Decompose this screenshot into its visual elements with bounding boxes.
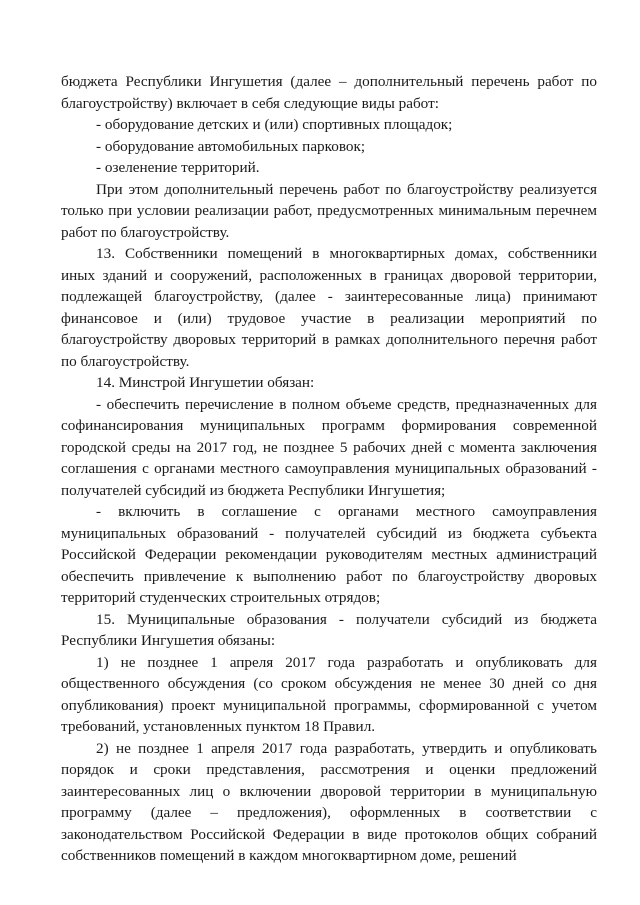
- list-item-playgrounds: - оборудование детских и (или) спортивных площадок;: [96, 116, 453, 133]
- paragraph-item-15: 15. Муниципальные образования - получатели субсидий из бюджета Республики Ингушетия обязаны:: [61, 610, 597, 649]
- paragraph-item-13: 13. Собственники помещений в многоквартирных домах, собственники иных зданий и сооружений, расположенных в границах дворовой территории, подлежащей благоустройству, (далее - заинтересованные лица) принимают финансовое и (или) трудовое участие в реализации мероприятий по благоустройству дворовых территорий в рамках дополнительного перечня работ по благоустройству.: [61, 245, 597, 370]
- list-item-funding-transfer: - обеспечить перечисление в полном объеме средств, предназначенных для софинансирования муниципальных программ формирования современной городской среды на 2017 год, не позднее 5 рабочих дней с момента заключения соглашения с органами местного самоуправления муниципальных образований - получателей субсидий из бюджета Республики Ингушетия;: [61, 395, 597, 499]
- paragraph-subitem-2: 2) не позднее 1 апреля 2017 года разработать, утвердить и опубликовать порядок и сроки представления, рассмотрения и оценки предложений заинтересованных лиц о включении дворовой территории в муниципальную программу (далее – предложения), оформленных в соответствии с законодательством Российской Федерации в виде протоколов общих собраний собственников помещений в каждом многоквартирном доме, решений: [61, 739, 597, 864]
- list-item-parking: - оборудование автомобильных парковок;: [96, 137, 366, 155]
- list-item-landscaping: - озеленение территорий.: [96, 159, 260, 176]
- paragraph-subitem-1: 1) не позднее 1 апреля 2017 года разработать и опубликовать для общественного обсуждения (со сроком обсуждения не менее 30 дней со дня опубликования) проект муниципальной программы, сформированной с учетом требований, установленных пунктом 18 Правил.: [61, 653, 597, 735]
- paragraph-additional-list-condition: При этом дополнительный перечень работ по благоустройству реализуется только при условии реализации работ, предусмотренных минимальным перечнем работ по благоустройству.: [61, 180, 597, 241]
- paragraph-budget-continuation: бюджета Республики Ингушетия (далее – дополнительный перечень работ по благоустройству) включает в себя следующие виды работ:: [61, 73, 597, 112]
- paragraph-item-14: 14. Минстрой Ингушетии обязан:: [96, 374, 315, 391]
- list-item-student-teams: - включить в соглашение с органами местного самоуправления муниципальных образований - получателей субсидий из бюджета субъекта Российской Федерации рекомендации руководителям местных администраций обеспечить привлечение к выполнению работ по благоустройству дворовых территорий студенческих строительных отрядов;: [61, 503, 597, 606]
- document-body: [61, 71, 597, 867]
